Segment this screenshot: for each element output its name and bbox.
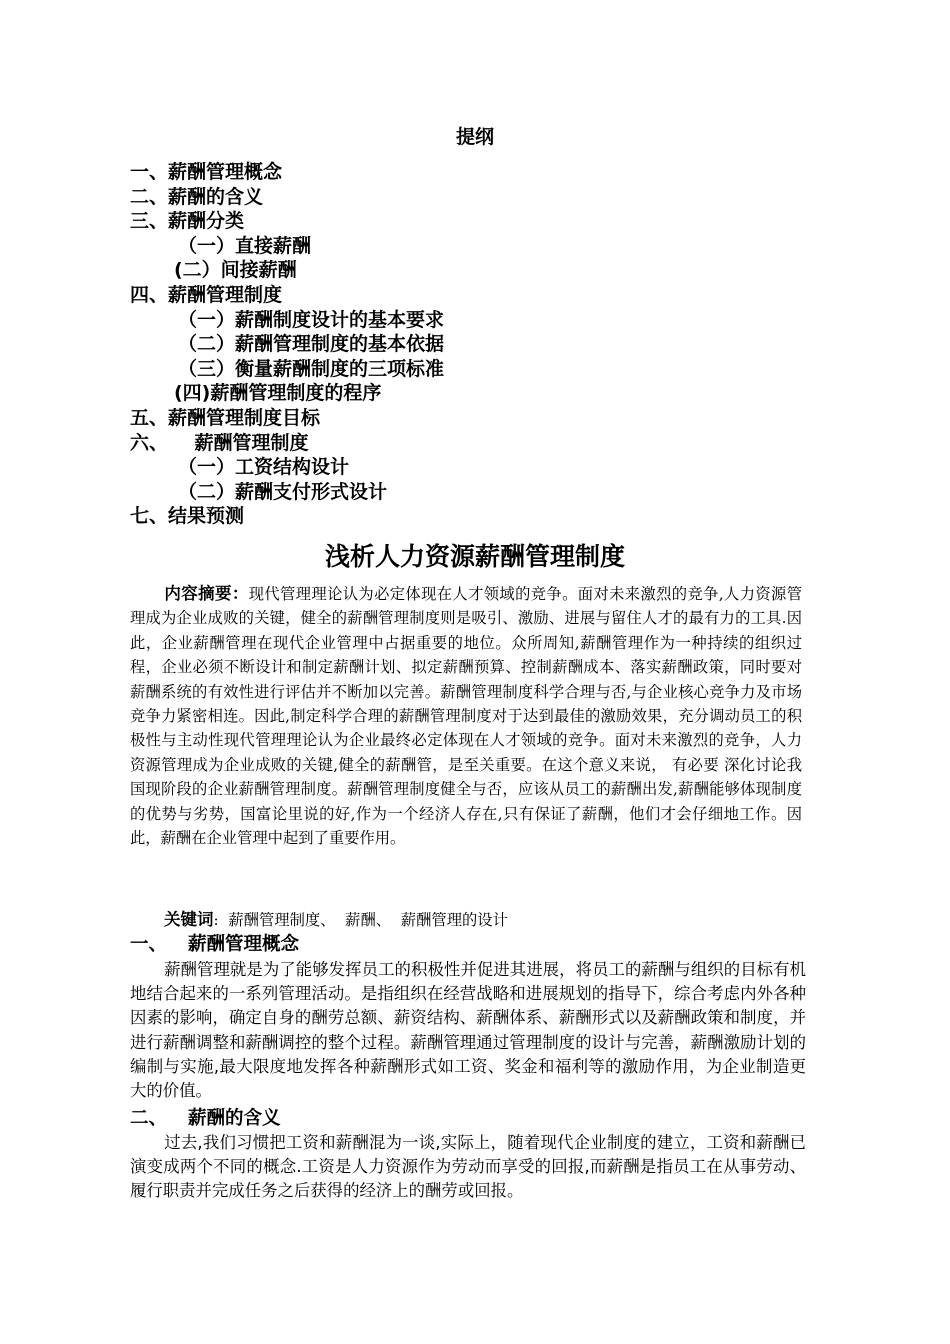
section-title: 薪酬的含义 [188,1108,281,1129]
outline-list [130,160,830,529]
section-paragraph [130,958,806,1103]
section-text: 过去,我们习惯把工资和薪酬混为一谈,实际上，随着现代企业制度的建立，工资和薪酬已演变成两个不同的概念.工资是人力资源作为劳动而享受的回报,而薪酬是指员工在从事劳动、履行职责并完成任务之后获得的经济上的酬劳或回报。 [130,1133,806,1201]
outline-item: 七、结果预测 [130,505,245,528]
outline-item: 四、薪酬管理制度 [130,283,283,306]
document-title: 浅析人力资源薪酬管理制度 [324,542,625,571]
outline-subitem: (四)薪酬管理制度的程序 [174,382,382,405]
outline-subitem: （三）衡量薪酬制度的三项标准 [178,357,445,380]
section-title: 薪酬管理概念 [188,934,300,955]
keywords-label: 关键词 [164,910,214,929]
outline-subitem: (二）间接薪酬 [174,259,297,282]
keywords-line [164,908,804,932]
outline-item: 三、薪酬分类 [130,210,245,233]
outline-item: 一、薪酬管理概念 [130,161,283,183]
outline-item: 六、 薪酬管理制度 [130,431,309,454]
section-number: 一、 [130,934,168,955]
abstract-text: 现代管理理论认为必定体现在人才领域的竞争。面对未来激烈的竞争,人力资源管理成为企业成败的关键，健全的薪酬管理制度则是吸引、激励、进展与留住人才的最有力的工具.因此，企业薪酬管理在现代企业管理中占据重要的地位。众所周知,薪酬管理作为一种持续的组织过程，企业必须不断设计和制定薪酬计划、拟定薪酬预算、控制薪酬成本、落实薪酬政策，同时要对薪酬系统的有效性进行评估并不断加以完善。薪酬管理制度科学合理与否,与企业核心竞争力及市场竞争力紧密相连。因此,制定科学合理的薪酬管理制度对于达到最佳的激励效果，充分调动员工的积极性与主动性现代管理理论认为企业最终必定体现在人才领域的竞争。面对未来激烈的竞争，人力资源管理成为企业成败的关键,健全的薪酬管，是至关重要。在这个意义来说， 有必要 深化讨论我国现阶段的企业薪酬管理制度。薪酬管理制度健全与否，应该从员工的薪酬出发,薪酬能够体现制度的优势与劣势，国富论里说的好,作为一个经济人存在,只有保证了薪酬，他们才会仔细地工作。因此，薪酬在企业管理中起到了重要作用。 [130,585,802,848]
outline-subitem: （二）薪酬管理制度的基本依据 [178,333,445,356]
outline-item: 五、薪酬管理制度目标 [130,406,321,429]
outline-subitem: （一）工资结构设计 [178,456,350,479]
outline-subitem: （一）直接薪酬 [178,234,312,257]
section-text: 薪酬管理就是为了能够发挥员工的积极性并促进其进展，将员工的薪酬与组织的目标有机地结合起来的一系列管理活动。是指组织在经营战略和进展规划的指导下，综合考虑内外各种因素的影响，确定自身的酬劳总额、薪资结构、薪酬体系、薪酬形式以及薪酬政策和制度，并进行薪酬调整和薪酬调控的整个过程。薪酬管理通过管理制度的设计与完善，薪酬激励计划的编制与实施,最大限度地发挥各种薪酬形式如工资、奖金和福利等的激励作用，为企业制造更大的价值。 [130,960,806,1101]
section-paragraph [130,1131,806,1204]
outline-title: 提纲 [455,126,494,148]
section-heading [130,932,299,958]
outline-subitem: （一）薪酬制度设计的基本要求 [178,308,445,331]
outline-item: 二、薪酬的含义 [130,185,264,208]
section-number: 二、 [130,1108,168,1129]
keywords-text: : 薪酬管理制度、 薪酬、 薪酬管理的设计 [213,911,508,929]
section-heading [130,1106,281,1132]
abstract-label: 内容摘要： [164,584,249,603]
outline-subitem: （二）薪酬支付形式设计 [178,480,388,503]
abstract-paragraph [130,582,802,850]
